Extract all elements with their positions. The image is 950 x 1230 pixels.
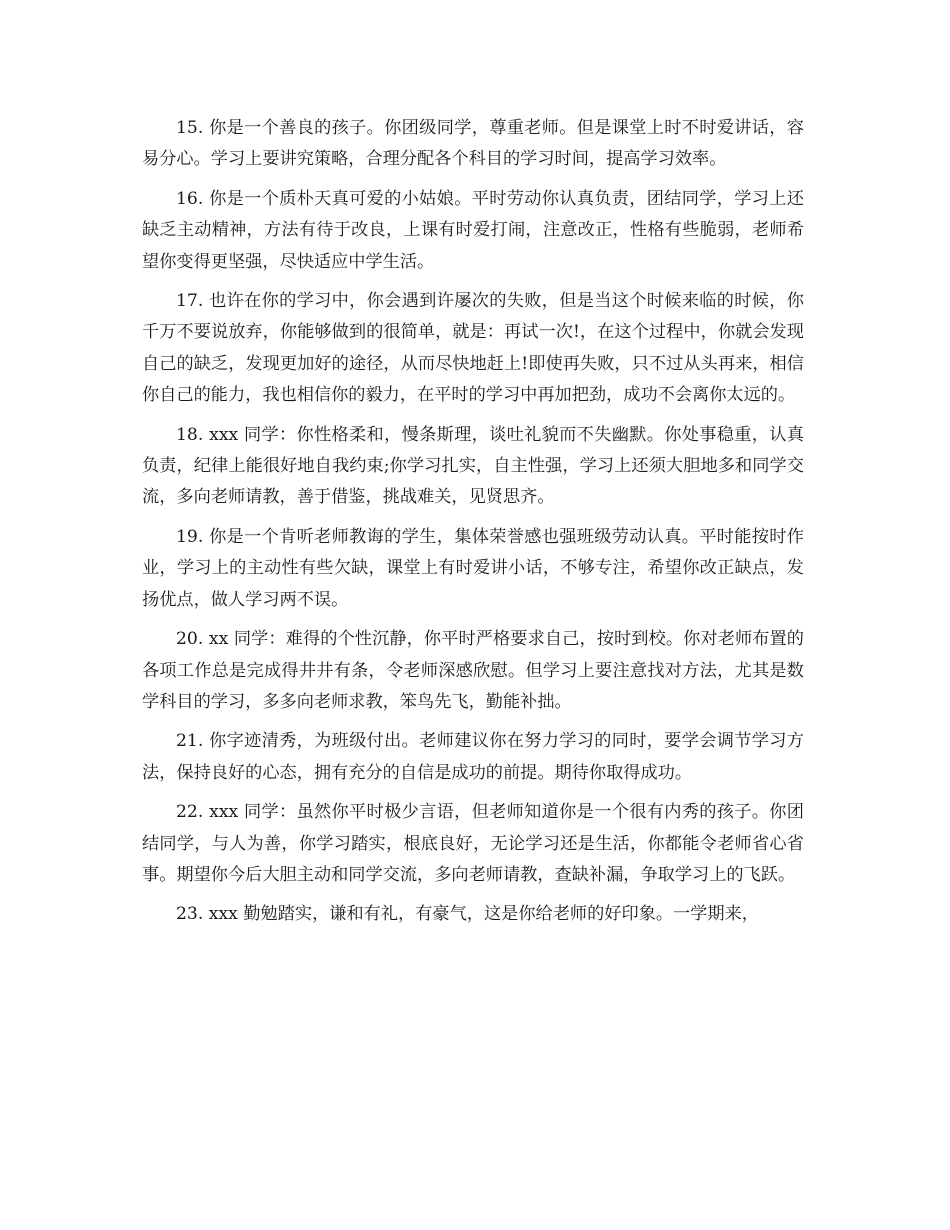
comment-paragraph-15: 15. 你是一个善良的孩子。你团级同学，尊重老师。但是课堂上时不时爱讲话，容易分心。学习上要讲究策略，合理分配各个科目的学习时间，提高学习效率。	[142, 118, 804, 170]
document-page	[142, 113, 804, 939]
comment-paragraph-23: 23. xxx 勤勉踏实，谦和有礼，有豪气，这是你给老师的好印象。一学期来，	[176, 904, 759, 925]
comment-paragraph-16: 16. 你是一个质朴天真可爱的小姑娘。平时劳动你认真负责，团结同学，学习上还缺乏主动精神，方法有待于改良，上课有时爱打闹，注意改正，性格有些脆弱，老师希望你变得更坚强，尽快适应中学生活。	[142, 188, 804, 272]
comment-paragraph-21: 21. 你字迹清秀，为班级付出。老师建议你在努力学习的同时，要学会调节学习方法，保持良好的心态，拥有充分的自信是成功的前提。期待你取得成功。	[142, 731, 804, 783]
comment-paragraph-20: 20. xx 同学：难得的个性沉静，你平时严格要求自己，按时到校。你对老师布置的各项工作总是完成得井井有条，令老师深感欣慰。但学习上要注意找对方法，尤其是数学科目的学习，多多向老师求教，笨鸟先飞，勤能补拙。	[142, 629, 804, 712]
comment-paragraph-17: 17. 也许在你的学习中，你会遇到许屡次的失败，但是当这个时候来临的时候，你千万不要说放弃，你能够做到的很简单，就是：再试一次!，在这个过程中，你就会发现自己的缺乏，发现更加好的途径，从而尽快地赶上!即使再失败，只不过从头再来，相信你自己的能力，我也相信你的毅力，在平时的学习中再加把劲，成功不会离你太远的。	[142, 291, 804, 406]
comment-paragraph-18: 18. xxx 同学：你性格柔和，慢条斯理，谈吐礼貌而不失幽默。你处事稳重，认真负责，纪律上能很好地自我约束;你学习扎实，自主性强，学习上还须大胆地多和同学交流，多向老师请教，善于借鉴，挑战难关，见贤思齐。	[142, 424, 804, 508]
comment-paragraph-22: 22. xxx 同学：虽然你平时极少言语，但老师知道你是一个很有内秀的孩子。你团结同学，与人为善，你学习踏实，根底良好，无论学习还是生活，你都能令老师省心省事。期望你今后大胆主动和同学交流，多向老师请教，查缺补漏，争取学习上的飞跃。	[142, 802, 804, 885]
comment-paragraph-19: 19. 你是一个肯听老师教诲的学生，集体荣誉感也强班级劳动认真。平时能按时作业，学习上的主动性有些欠缺，课堂上有时爱讲小话，不够专注，希望你改正缺点，发扬优点，做人学习两不误。	[142, 526, 804, 610]
